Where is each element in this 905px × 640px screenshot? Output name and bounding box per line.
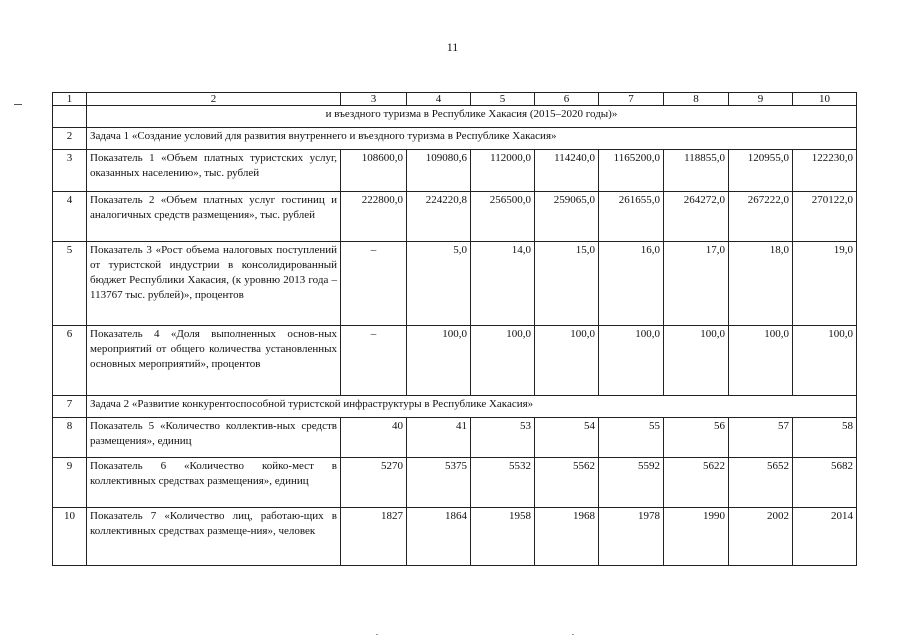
indicator-row <box>53 326 857 396</box>
value-cell: 270122,0 <box>793 192 857 242</box>
indicator-row <box>53 458 857 508</box>
row-number: 3 <box>53 150 87 192</box>
header-cell: 8 <box>664 93 729 106</box>
row-number: 10 <box>53 508 87 566</box>
task-title: Задача 2 «Развитие конкурентоспособной туристской инфраструктуры в Республике Хакасия» <box>87 396 857 418</box>
header-cell: 2 <box>87 93 341 106</box>
value-cell: 15,0 <box>535 242 599 326</box>
program-title-continuation: и въездного туризма в Республике Хакасия (2015–2020 годы)» <box>87 106 857 128</box>
value-cell: 5592 <box>599 458 664 508</box>
value-cell: 261655,0 <box>599 192 664 242</box>
value-cell: 109080,6 <box>407 150 471 192</box>
value-cell: 118855,0 <box>664 150 729 192</box>
row-number: 9 <box>53 458 87 508</box>
value-cell: 1827 <box>341 508 407 566</box>
page-number: 11 <box>446 40 459 54</box>
value-cell: 108600,0 <box>341 150 407 192</box>
header-cell: 9 <box>729 93 793 106</box>
value-cell: 40 <box>341 418 407 458</box>
task-title: Задача 1 «Создание условий для развития внутреннего и въездного туризма в Республике Хакасия» <box>87 128 857 150</box>
value-cell: 16,0 <box>599 242 664 326</box>
value-cell: 5,0 <box>407 242 471 326</box>
value-cell: 114240,0 <box>535 150 599 192</box>
row-number: 6 <box>53 326 87 396</box>
value-cell: 1165200,0 <box>599 150 664 192</box>
indicator-name: Показатель 4 «Доля выполненных основ-ных мероприятий от общего количества установленных основных мероприятий», процентов <box>87 326 341 396</box>
header-cell: 7 <box>599 93 664 106</box>
value-cell: – <box>341 326 407 396</box>
empty-cell <box>53 106 87 128</box>
value-cell: 18,0 <box>729 242 793 326</box>
value-cell: 5532 <box>471 458 535 508</box>
value-cell: 1958 <box>471 508 535 566</box>
indicator-name: Показатель 7 «Количество лиц, работаю-щих в коллективных средствах размеще-ния», человек <box>87 508 341 566</box>
value-cell: 120955,0 <box>729 150 793 192</box>
value-cell: 56 <box>664 418 729 458</box>
value-cell: 267222,0 <box>729 192 793 242</box>
value-cell: 5562 <box>535 458 599 508</box>
value-cell: 1978 <box>599 508 664 566</box>
value-cell: 112000,0 <box>471 150 535 192</box>
task-row <box>53 396 857 418</box>
value-cell: 1990 <box>664 508 729 566</box>
value-cell: 2014 <box>793 508 857 566</box>
value-cell: 5622 <box>664 458 729 508</box>
value-cell: 58 <box>793 418 857 458</box>
value-cell: 41 <box>407 418 471 458</box>
indicator-name: Показатель 1 «Объем платных туристских услуг, оказанных населению», тыс. рублей <box>87 150 341 192</box>
value-cell: 100,0 <box>729 326 793 396</box>
value-cell: 256500,0 <box>471 192 535 242</box>
value-cell: – <box>341 242 407 326</box>
value-cell: 100,0 <box>407 326 471 396</box>
indicator-row <box>53 508 857 566</box>
value-cell: 100,0 <box>471 326 535 396</box>
value-cell: 55 <box>599 418 664 458</box>
task-row <box>53 128 857 150</box>
value-cell: 100,0 <box>535 326 599 396</box>
value-cell: 100,0 <box>664 326 729 396</box>
value-cell: 5652 <box>729 458 793 508</box>
header-cell: 4 <box>407 93 471 106</box>
value-cell: 259065,0 <box>535 192 599 242</box>
header-cell: 10 <box>793 93 857 106</box>
value-cell: 14,0 <box>471 242 535 326</box>
value-cell: 57 <box>729 418 793 458</box>
value-cell: 19,0 <box>793 242 857 326</box>
table-header-row <box>53 93 857 106</box>
header-cell: 1 <box>53 93 87 106</box>
continuation-row <box>53 106 857 128</box>
indicator-name: Показатель 6 «Количество койко-мест в коллективных средствах размещения», единиц <box>87 458 341 508</box>
value-cell: 100,0 <box>599 326 664 396</box>
value-cell: 53 <box>471 418 535 458</box>
header-cell: 3 <box>341 93 407 106</box>
indicator-row <box>53 418 857 458</box>
value-cell: 5375 <box>407 458 471 508</box>
value-cell: 1864 <box>407 508 471 566</box>
indicator-name: Показатель 3 «Рост объема налоговых поступлений от туристской индустрии в консолидированный бюджет Республики Хакасия, (к уровню 2013 года – 113767 тыс. рублей)», процентов <box>87 242 341 326</box>
indicator-name: Показатель 5 «Количество коллектив-ных средств размещения», единиц <box>87 418 341 458</box>
indicator-name: Показатель 2 «Объем платных услуг гостиниц и аналогичных средств размещения», тыс. рублей <box>87 192 341 242</box>
value-cell: 1968 <box>535 508 599 566</box>
header-cell: 5 <box>471 93 535 106</box>
value-cell: 100,0 <box>793 326 857 396</box>
value-cell: 264272,0 <box>664 192 729 242</box>
value-cell: 2002 <box>729 508 793 566</box>
indicators-table <box>52 92 857 566</box>
row-number: 4 <box>53 192 87 242</box>
row-number: 2 <box>53 128 87 150</box>
value-cell: 122230,0 <box>793 150 857 192</box>
value-cell: 222800,0 <box>341 192 407 242</box>
margin-mark <box>14 104 22 105</box>
value-cell: 17,0 <box>664 242 729 326</box>
row-number: 5 <box>53 242 87 326</box>
value-cell: 54 <box>535 418 599 458</box>
value-cell: 224220,8 <box>407 192 471 242</box>
indicator-row <box>53 192 857 242</box>
value-cell: 5270 <box>341 458 407 508</box>
value-cell: 5682 <box>793 458 857 508</box>
row-number: 7 <box>53 396 87 418</box>
indicator-row <box>53 242 857 326</box>
indicator-row <box>53 150 857 192</box>
row-number: 8 <box>53 418 87 458</box>
header-cell: 6 <box>535 93 599 106</box>
